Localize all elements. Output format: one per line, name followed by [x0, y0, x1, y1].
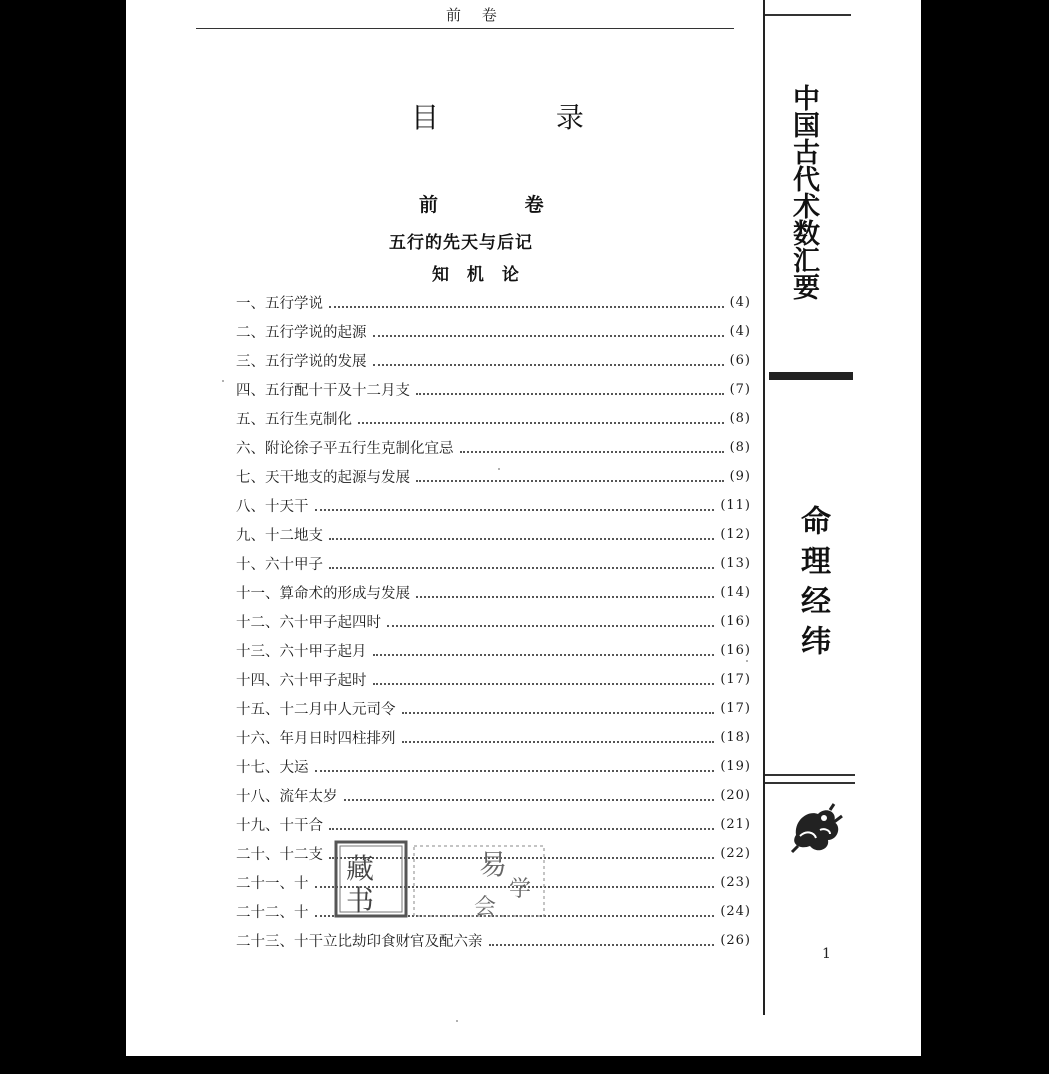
top-rule: [765, 14, 851, 16]
toc-entry-label: 三、五行学说的发展: [236, 354, 367, 370]
toc-entry-label: 十一、算命术的形成与发展: [236, 586, 410, 602]
section-title: 五行的先天与后记: [389, 233, 533, 253]
toc-entry-page: (11): [720, 498, 751, 513]
toc-entry[interactable]: [236, 752, 751, 781]
dot-leader: [329, 567, 714, 569]
double-rule-bottom: [765, 782, 855, 784]
toc-entry-label: 十九、十干合: [236, 818, 323, 834]
toc-entry-page: (22): [720, 846, 751, 861]
paper-speck: [222, 380, 224, 382]
dot-leader: [387, 625, 714, 627]
toc-entry-label: 十、六十甲子: [236, 557, 323, 573]
header-rule: [196, 28, 734, 29]
running-head: 前 卷: [446, 6, 505, 24]
paper-speck: [498, 468, 500, 470]
toc-entry-page: (6): [729, 353, 751, 368]
dot-leader: [373, 335, 724, 337]
toc-entry[interactable]: [236, 433, 751, 462]
toc-entry-page: (18): [720, 730, 751, 745]
toc-entry-page: (23): [720, 875, 751, 890]
toc-entry-page: (14): [720, 585, 751, 600]
toc-entry[interactable]: [236, 549, 751, 578]
toc-entry-label: 二十、十二支: [236, 847, 323, 863]
paper-speck: [456, 1020, 458, 1022]
series-title: 中国古代术数汇要: [788, 84, 819, 300]
toc-entry-label: 一、五行学说: [236, 296, 323, 312]
toc-entry[interactable]: [236, 723, 751, 752]
toc-entry-label: 十六、年月日时四柱排列: [236, 731, 396, 747]
toc-entry-label: 十七、大运: [236, 760, 309, 776]
toc-entry-page: (16): [720, 643, 751, 658]
toc-entry-label: 十二、六十甲子起四时: [236, 615, 381, 631]
page-number: 1: [822, 946, 831, 962]
dot-leader: [373, 683, 715, 685]
toc-entry-label: 二十一、十: [236, 876, 309, 892]
toc-entry-page: (20): [720, 788, 751, 803]
toc-entry[interactable]: [236, 694, 751, 723]
toc-entry-label: 十三、六十甲子起月: [236, 644, 367, 660]
toc-entry-label: 二十二、十: [236, 905, 309, 921]
collector-seal-icon: [334, 840, 554, 920]
toc-entry-page: (12): [720, 527, 751, 542]
toc-entry-page: (21): [720, 817, 751, 832]
seal-char: 书: [346, 884, 375, 917]
toc-entry-page: (24): [720, 904, 751, 919]
toc-entry[interactable]: [236, 926, 751, 955]
toc-entry[interactable]: [236, 781, 751, 810]
toc-entry-label: 十八、流年太岁: [236, 789, 338, 805]
toc-entry-page: (17): [720, 672, 751, 687]
toc-entry-label: 二、五行学说的起源: [236, 325, 367, 341]
toc-entry[interactable]: [236, 404, 751, 433]
toc-entry[interactable]: [236, 636, 751, 665]
toc-entry-label: 五、五行生克制化: [236, 412, 352, 428]
seal-char: 易: [479, 848, 508, 881]
toc-entry-page: (8): [729, 411, 751, 426]
dot-leader: [460, 451, 724, 453]
dot-leader: [329, 828, 714, 830]
toc-entry-page: (13): [720, 556, 751, 571]
toc-entry[interactable]: [236, 491, 751, 520]
toc-entry-page: (9): [729, 469, 751, 484]
toc-entry-page: (16): [720, 614, 751, 629]
seal-char: 会: [474, 895, 497, 920]
dot-leader: [373, 654, 715, 656]
volume-title: 前 卷: [419, 194, 584, 216]
toc-entry-label: 八、十天干: [236, 499, 309, 515]
paper-speck: [746, 660, 748, 662]
toc-entry[interactable]: [236, 665, 751, 694]
toc-entry-page: (19): [720, 759, 751, 774]
toc-entry[interactable]: [236, 346, 751, 375]
book-title: 命理经纬: [795, 505, 830, 665]
toc-entry[interactable]: [236, 462, 751, 491]
toc-entry-page: (4): [729, 324, 751, 339]
toc-entry[interactable]: [236, 520, 751, 549]
dot-leader: [373, 364, 724, 366]
toc-entry-label: 六、附论徐子平五行生克制化宜忌: [236, 441, 454, 457]
toc-heading: 目 录: [411, 101, 638, 134]
dot-leader: [329, 538, 714, 540]
toc-entry[interactable]: [236, 810, 751, 839]
dot-leader: [416, 480, 724, 482]
toc-entry[interactable]: [236, 375, 751, 404]
toc-entry-label: 十四、六十甲子起时: [236, 673, 367, 689]
dot-leader: [344, 799, 715, 801]
toc-entry-label: 四、五行配十干及十二月支: [236, 383, 410, 399]
toc-entry-page: (4): [729, 295, 751, 310]
thick-rule: [769, 372, 853, 380]
toc-entry[interactable]: [236, 607, 751, 636]
toc-entry-label: 十五、十二月中人元司令: [236, 702, 396, 718]
dot-leader: [489, 944, 715, 946]
toc-entry-page: (17): [720, 701, 751, 716]
double-rule-top: [765, 774, 855, 776]
dot-leader: [402, 712, 715, 714]
dot-leader: [315, 770, 715, 772]
subsection-title: 知 机 论: [432, 265, 525, 285]
dot-leader: [402, 741, 715, 743]
dot-leader: [315, 509, 715, 511]
seal-char: 学: [509, 877, 532, 902]
dot-leader: [358, 422, 724, 424]
dot-leader: [416, 393, 724, 395]
seal-char: 藏: [346, 852, 375, 885]
toc-entry-page: (8): [729, 440, 751, 455]
toc-entry-label: 九、十二地支: [236, 528, 323, 544]
toc-entry-page: (26): [720, 933, 751, 948]
toc-entry-page: (7): [729, 382, 751, 397]
document-page: [126, 0, 921, 1056]
toc-entry[interactable]: [236, 578, 751, 607]
toc-entry[interactable]: [236, 317, 751, 346]
dot-leader: [416, 596, 714, 598]
column-divider: [763, 0, 765, 1015]
dragon-emblem-icon: [786, 800, 846, 860]
toc-entry[interactable]: [236, 288, 751, 317]
dot-leader: [329, 306, 724, 308]
toc-entry-label: 七、天干地支的起源与发展: [236, 470, 410, 486]
toc-entry-label: 二十三、十干立比劫印食财官及配六亲: [236, 934, 483, 950]
